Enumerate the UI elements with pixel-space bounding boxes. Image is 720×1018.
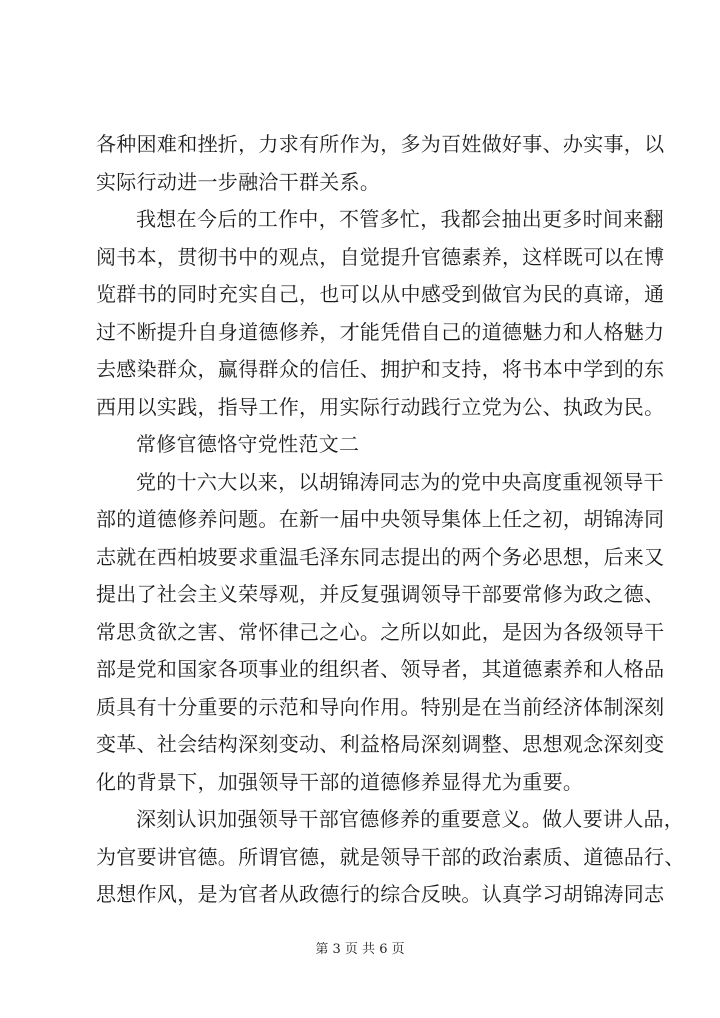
text-line: 各种困难和挫折，力求有所作为，多为百姓做好事、办实事，以: [96, 132, 665, 156]
text-line: 思想作风，是为官者从政德行的综合反映。认真学习胡锦涛同志: [96, 882, 665, 906]
text-line: 西用以实践，指导工作，用实际行动践行立党为公、执政为民。: [96, 394, 665, 419]
text-line: 部是党和国家各项事业的组织者、领导者，其道德素养和人格品: [96, 657, 665, 681]
text-line: 为官要讲官德。所谓官德，就是领导干部的政治素质、道德品行、: [96, 844, 685, 869]
text-line: 提出了社会主义荣辱观，并反复强调领导干部要常修为政之德、: [96, 582, 665, 606]
text-line: 变革、社会结构深刻变动、利益格局深刻调整、思想观念深刻变: [96, 732, 665, 756]
paragraph-start-line: 我想在今后的工作中，不管多忙，我都会抽出更多时间来翻: [136, 207, 664, 231]
text-line: 化的背景下，加强领导干部的道德修养显得尤为重要。: [96, 769, 584, 794]
section-heading: 常修官德恪守党性范文二: [136, 432, 360, 456]
text-line: 览群书的同时充实自己，也可以从中感受到做官为民的真谛，通: [96, 282, 665, 306]
document-body: [96, 126, 685, 914]
page-number-footer: 第 3 页 共 6 页: [315, 942, 405, 957]
paragraph-start-line: 深刻认识加强领导干部官德修养的重要意义。做人要讲人品，: [136, 807, 685, 831]
text-line: 阅书本，贯彻书中的观点，自觉提升官德素养，这样既可以在博: [96, 244, 665, 269]
text-line: 常思贪欲之害、常怀律己之心。之所以如此，是因为各级领导干: [96, 619, 665, 644]
text-line: 质具有十分重要的示范和导向作用。特别是在当前经济体制深刻: [96, 694, 665, 719]
text-line: 去感染群众，赢得群众的信任、拥护和支持，将书本中学到的东: [96, 357, 665, 381]
text-line: 志就在西柏坡要求重温毛泽东同志提出的两个务必思想，后来又: [96, 544, 665, 569]
paragraph-start-line: 党的十六大以来，以胡锦涛同志为的党中央高度重视领导干: [136, 469, 664, 494]
text-line: 部的道德修养问题。在新一届中央领导集体上任之初，胡锦涛同: [96, 507, 665, 531]
text-line: 实际行动进一步融洽干群关系。: [96, 169, 381, 194]
text-line: 过不断提升自身道德修养，才能凭借自己的道德魅力和人格魅力: [96, 319, 665, 344]
